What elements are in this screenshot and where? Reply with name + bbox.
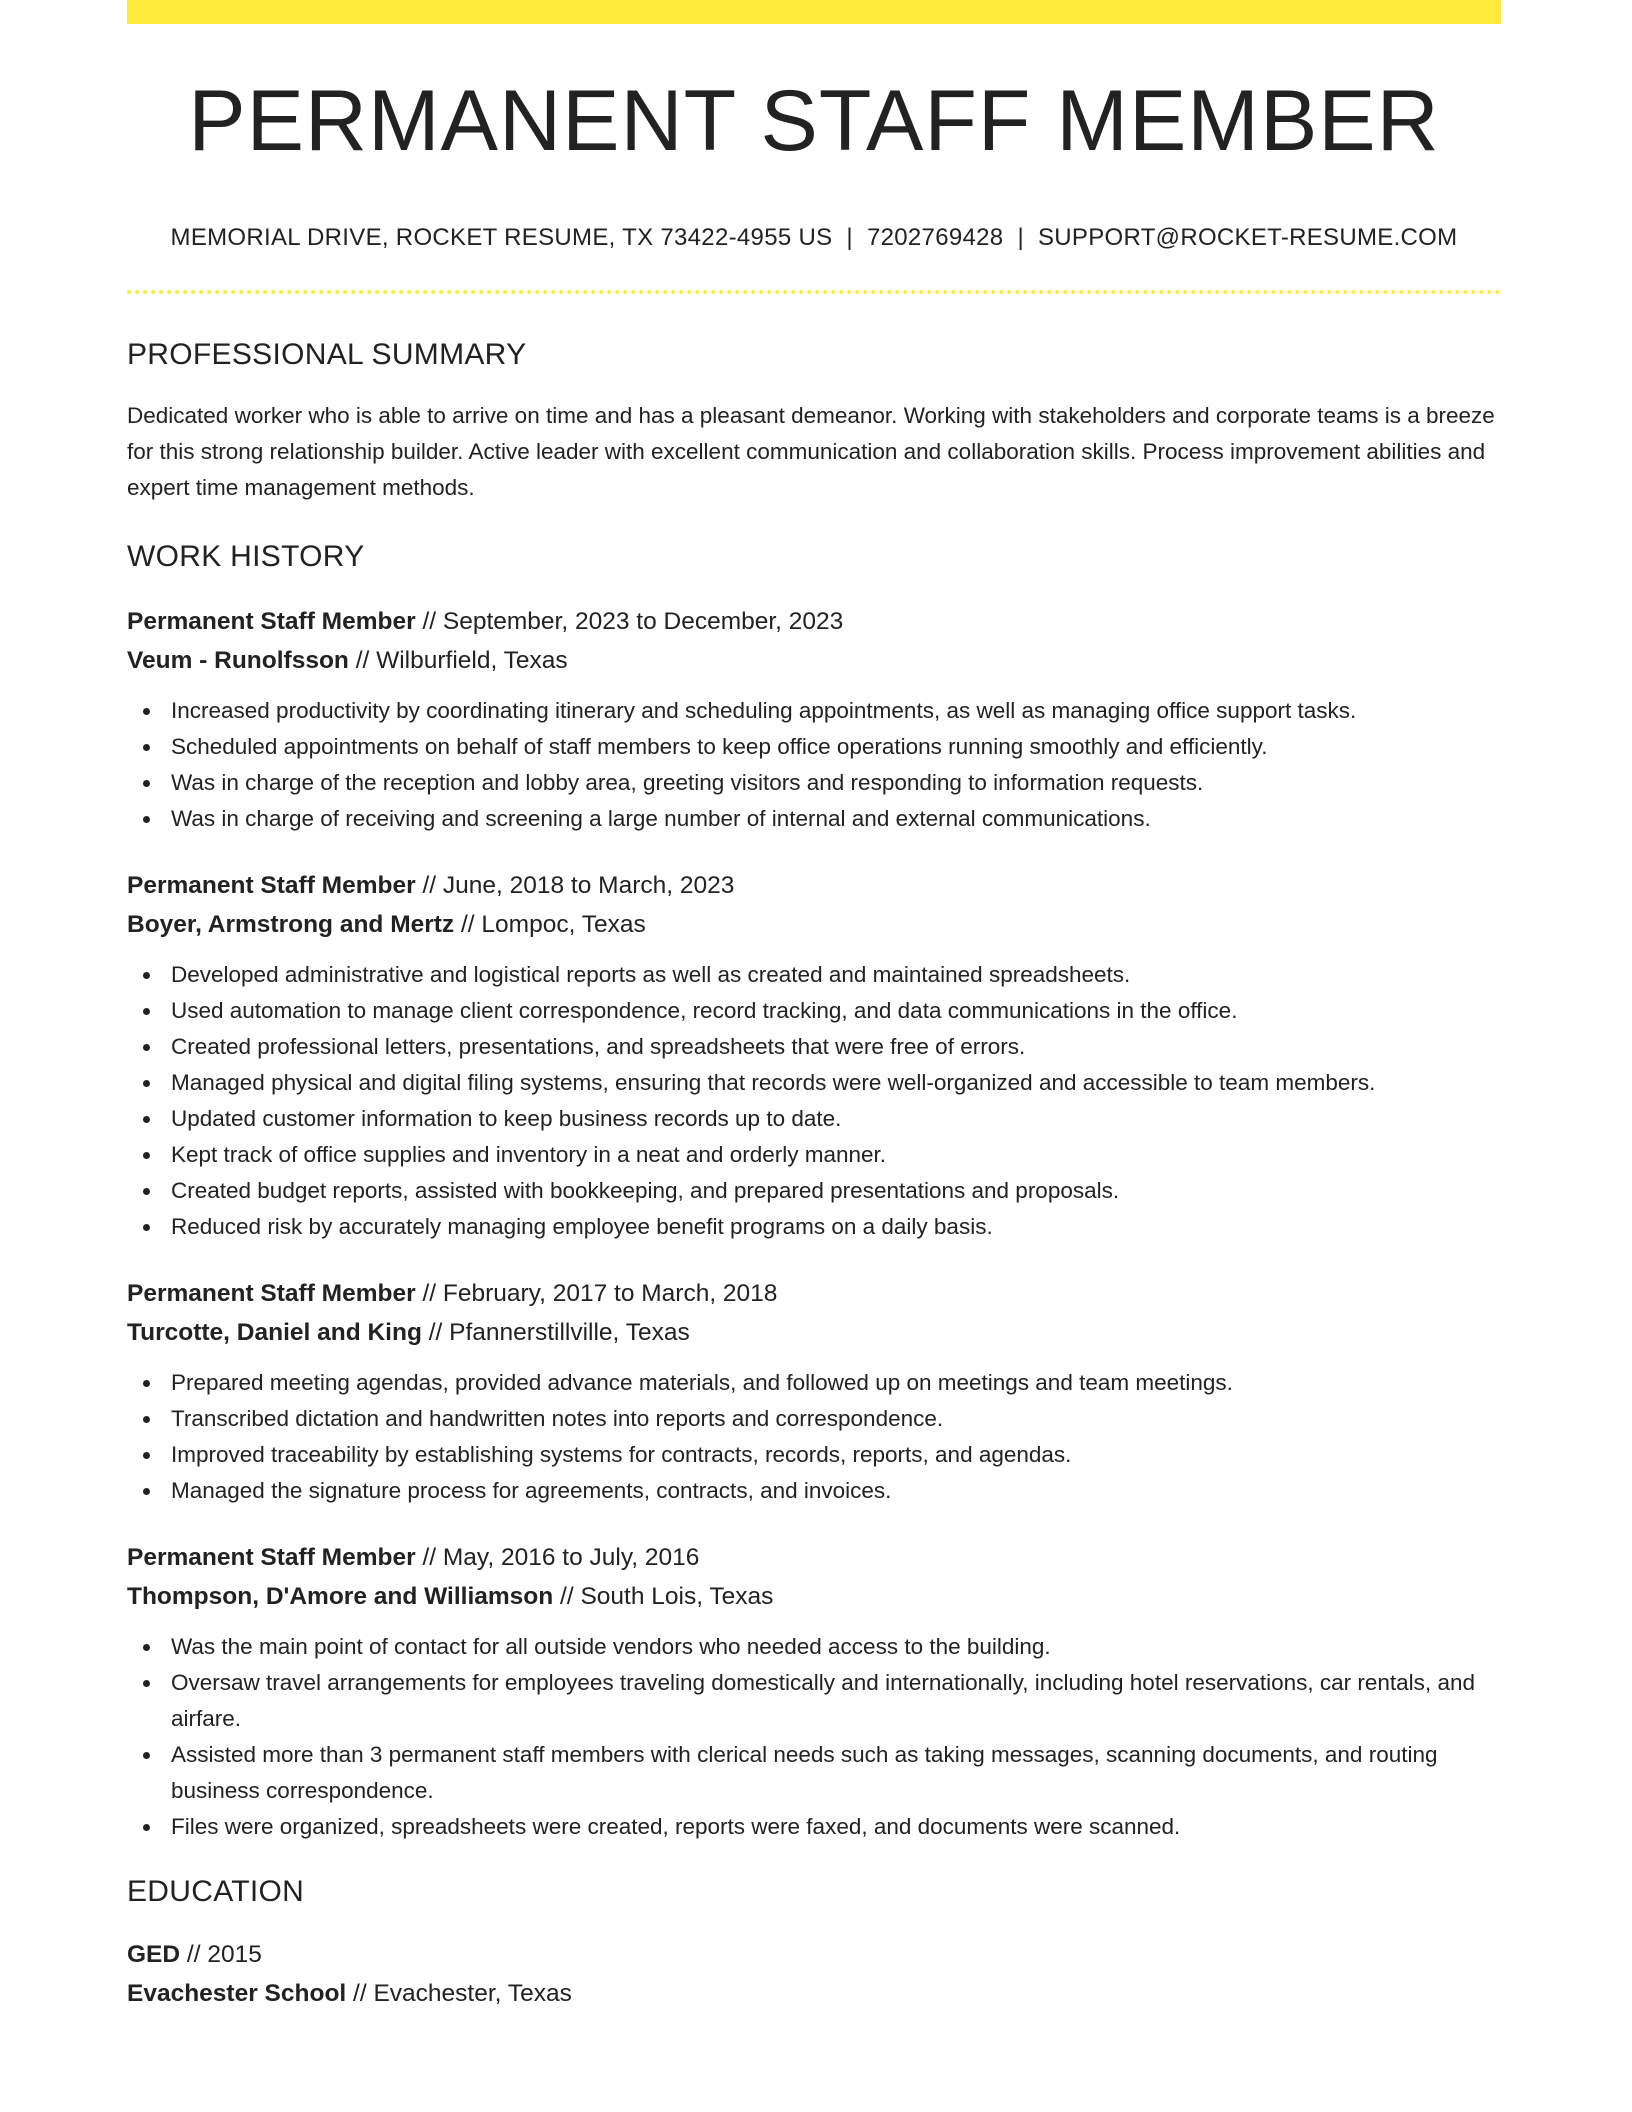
job-bullet: Kept track of office supplies and inventory in a neat and orderly manner.	[127, 1137, 1501, 1173]
education-location: // Evachester, Texas	[346, 1980, 572, 2007]
job-bullet: Oversaw travel arrangements for employees traveling domestically and internationally, including hotel reservations, car rentals, and airfare.	[127, 1665, 1501, 1737]
job-role: Permanent Staff Member	[127, 872, 416, 899]
job-bullet: Transcribed dictation and handwritten notes into reports and correspondence.	[127, 1401, 1501, 1437]
job-bullet: Was the main point of contact for all outside vendors who needed access to the building.	[127, 1629, 1501, 1665]
education-degree-line	[127, 1935, 1501, 1974]
job-location: // Wilburfield, Texas	[348, 647, 568, 674]
job-bullets	[127, 693, 1501, 837]
education-heading: EDUCATION	[127, 1875, 305, 1908]
job-role: Permanent Staff Member	[127, 608, 416, 635]
job-dates: // February, 2017 to March, 2018	[415, 1280, 778, 1307]
job-bullet: Updated customer information to keep business records up to date.	[127, 1101, 1501, 1137]
job-company-line	[127, 641, 1501, 680]
job-title-line	[127, 1274, 1501, 1313]
job-entry	[127, 1274, 1501, 1509]
dotted-divider	[127, 290, 1501, 294]
education-school: Evachester School	[127, 1980, 347, 2007]
education-school-line	[127, 1974, 1501, 2013]
job-company-line	[127, 1313, 1501, 1352]
contact-email: SUPPORT@ROCKET-RESUME.COM	[1037, 224, 1458, 251]
job-bullet: Created budget reports, assisted with bookkeeping, and prepared presentations and proposals.	[127, 1173, 1501, 1209]
job-entry	[127, 1538, 1501, 1845]
contact-phone: 7202769428	[866, 224, 1004, 251]
job-bullet: Was in charge of the reception and lobby area, greeting visitors and responding to information requests.	[127, 765, 1501, 801]
job-title-line	[127, 602, 1501, 641]
job-bullet: Reduced risk by accurately managing employee benefit programs on a daily basis.	[127, 1209, 1501, 1245]
work-history-heading: WORK HISTORY	[127, 540, 365, 573]
summary-text: Dedicated worker who is able to arrive on time and has a pleasant demeanor. Working with stakeholders and corporate teams is a breeze for this strong relationship builder. Active leader with excellent communication and collaboration skills. Process improvement abilities and expert time management methods.	[127, 403, 1495, 500]
contact-address: MEMORIAL DRIVE, ROCKET RESUME, TX 73422-4955 US	[170, 224, 833, 251]
job-bullets	[127, 1629, 1501, 1845]
summary-heading: PROFESSIONAL SUMMARY	[127, 338, 527, 371]
job-location: // Pfannerstillville, Texas	[421, 1319, 690, 1346]
job-company: Turcotte, Daniel and King	[127, 1319, 422, 1346]
job-dates: // May, 2016 to July, 2016	[415, 1544, 700, 1571]
job-bullet: Scheduled appointments on behalf of staff members to keep office operations running smoothly and efficiently.	[127, 729, 1501, 765]
contact-separator: |	[1017, 224, 1024, 251]
contact-separator: |	[846, 224, 853, 251]
job-role: Permanent Staff Member	[127, 1280, 416, 1307]
job-company-line	[127, 905, 1501, 944]
candidate-name: PERMANENT STAFF MEMBER	[188, 73, 1440, 169]
job-company: Thompson, D'Amore and Williamson	[127, 1583, 554, 1610]
job-company: Veum - Runolfsson	[127, 647, 349, 674]
job-bullet: Improved traceability by establishing systems for contracts, records, reports, and agendas.	[127, 1437, 1501, 1473]
job-bullet: Was in charge of receiving and screening a large number of internal and external communications.	[127, 801, 1501, 837]
education-degree: GED	[127, 1941, 181, 1968]
job-bullet: Created professional letters, presentations, and spreadsheets that were free of errors.	[127, 1029, 1501, 1065]
job-dates: // September, 2023 to December, 2023	[415, 608, 844, 635]
job-bullet: Managed the signature process for agreements, contracts, and invoices.	[127, 1473, 1501, 1509]
resume-page	[127, 0, 1501, 2013]
education-year: // 2015	[180, 1941, 262, 1968]
job-bullet: Assisted more than 3 permanent staff members with clerical needs such as taking messages, scanning documents, and routing business correspondence.	[127, 1737, 1501, 1809]
job-bullet: Files were organized, spreadsheets were created, reports were faxed, and documents were scanned.	[127, 1809, 1501, 1845]
job-role: Permanent Staff Member	[127, 1544, 416, 1571]
job-bullet: Prepared meeting agendas, provided advance materials, and followed up on meetings and team meetings.	[127, 1365, 1501, 1401]
job-title-line	[127, 866, 1501, 905]
job-bullet: Developed administrative and logistical reports as well as created and maintained spreadsheets.	[127, 957, 1501, 993]
job-company-line	[127, 1577, 1501, 1616]
job-bullet: Used automation to manage client correspondence, record tracking, and data communications in the office.	[127, 993, 1501, 1029]
job-location: // South Lois, Texas	[553, 1583, 774, 1610]
job-entry	[127, 866, 1501, 1245]
contact-line	[127, 226, 1501, 250]
accent-bar	[127, 0, 1501, 24]
job-bullets	[127, 957, 1501, 1245]
job-bullet: Increased productivity by coordinating itinerary and scheduling appointments, as well as managing office support tasks.	[127, 693, 1501, 729]
job-location: // Lompoc, Texas	[454, 911, 646, 938]
job-bullet: Managed physical and digital filing systems, ensuring that records were well-organized and accessible to team members.	[127, 1065, 1501, 1101]
job-entry	[127, 602, 1501, 837]
job-company: Boyer, Armstrong and Mertz	[127, 911, 455, 938]
education-entry	[127, 1935, 1501, 2013]
job-dates: // June, 2018 to March, 2023	[415, 872, 735, 899]
job-title-line	[127, 1538, 1501, 1577]
job-bullets	[127, 1365, 1501, 1509]
